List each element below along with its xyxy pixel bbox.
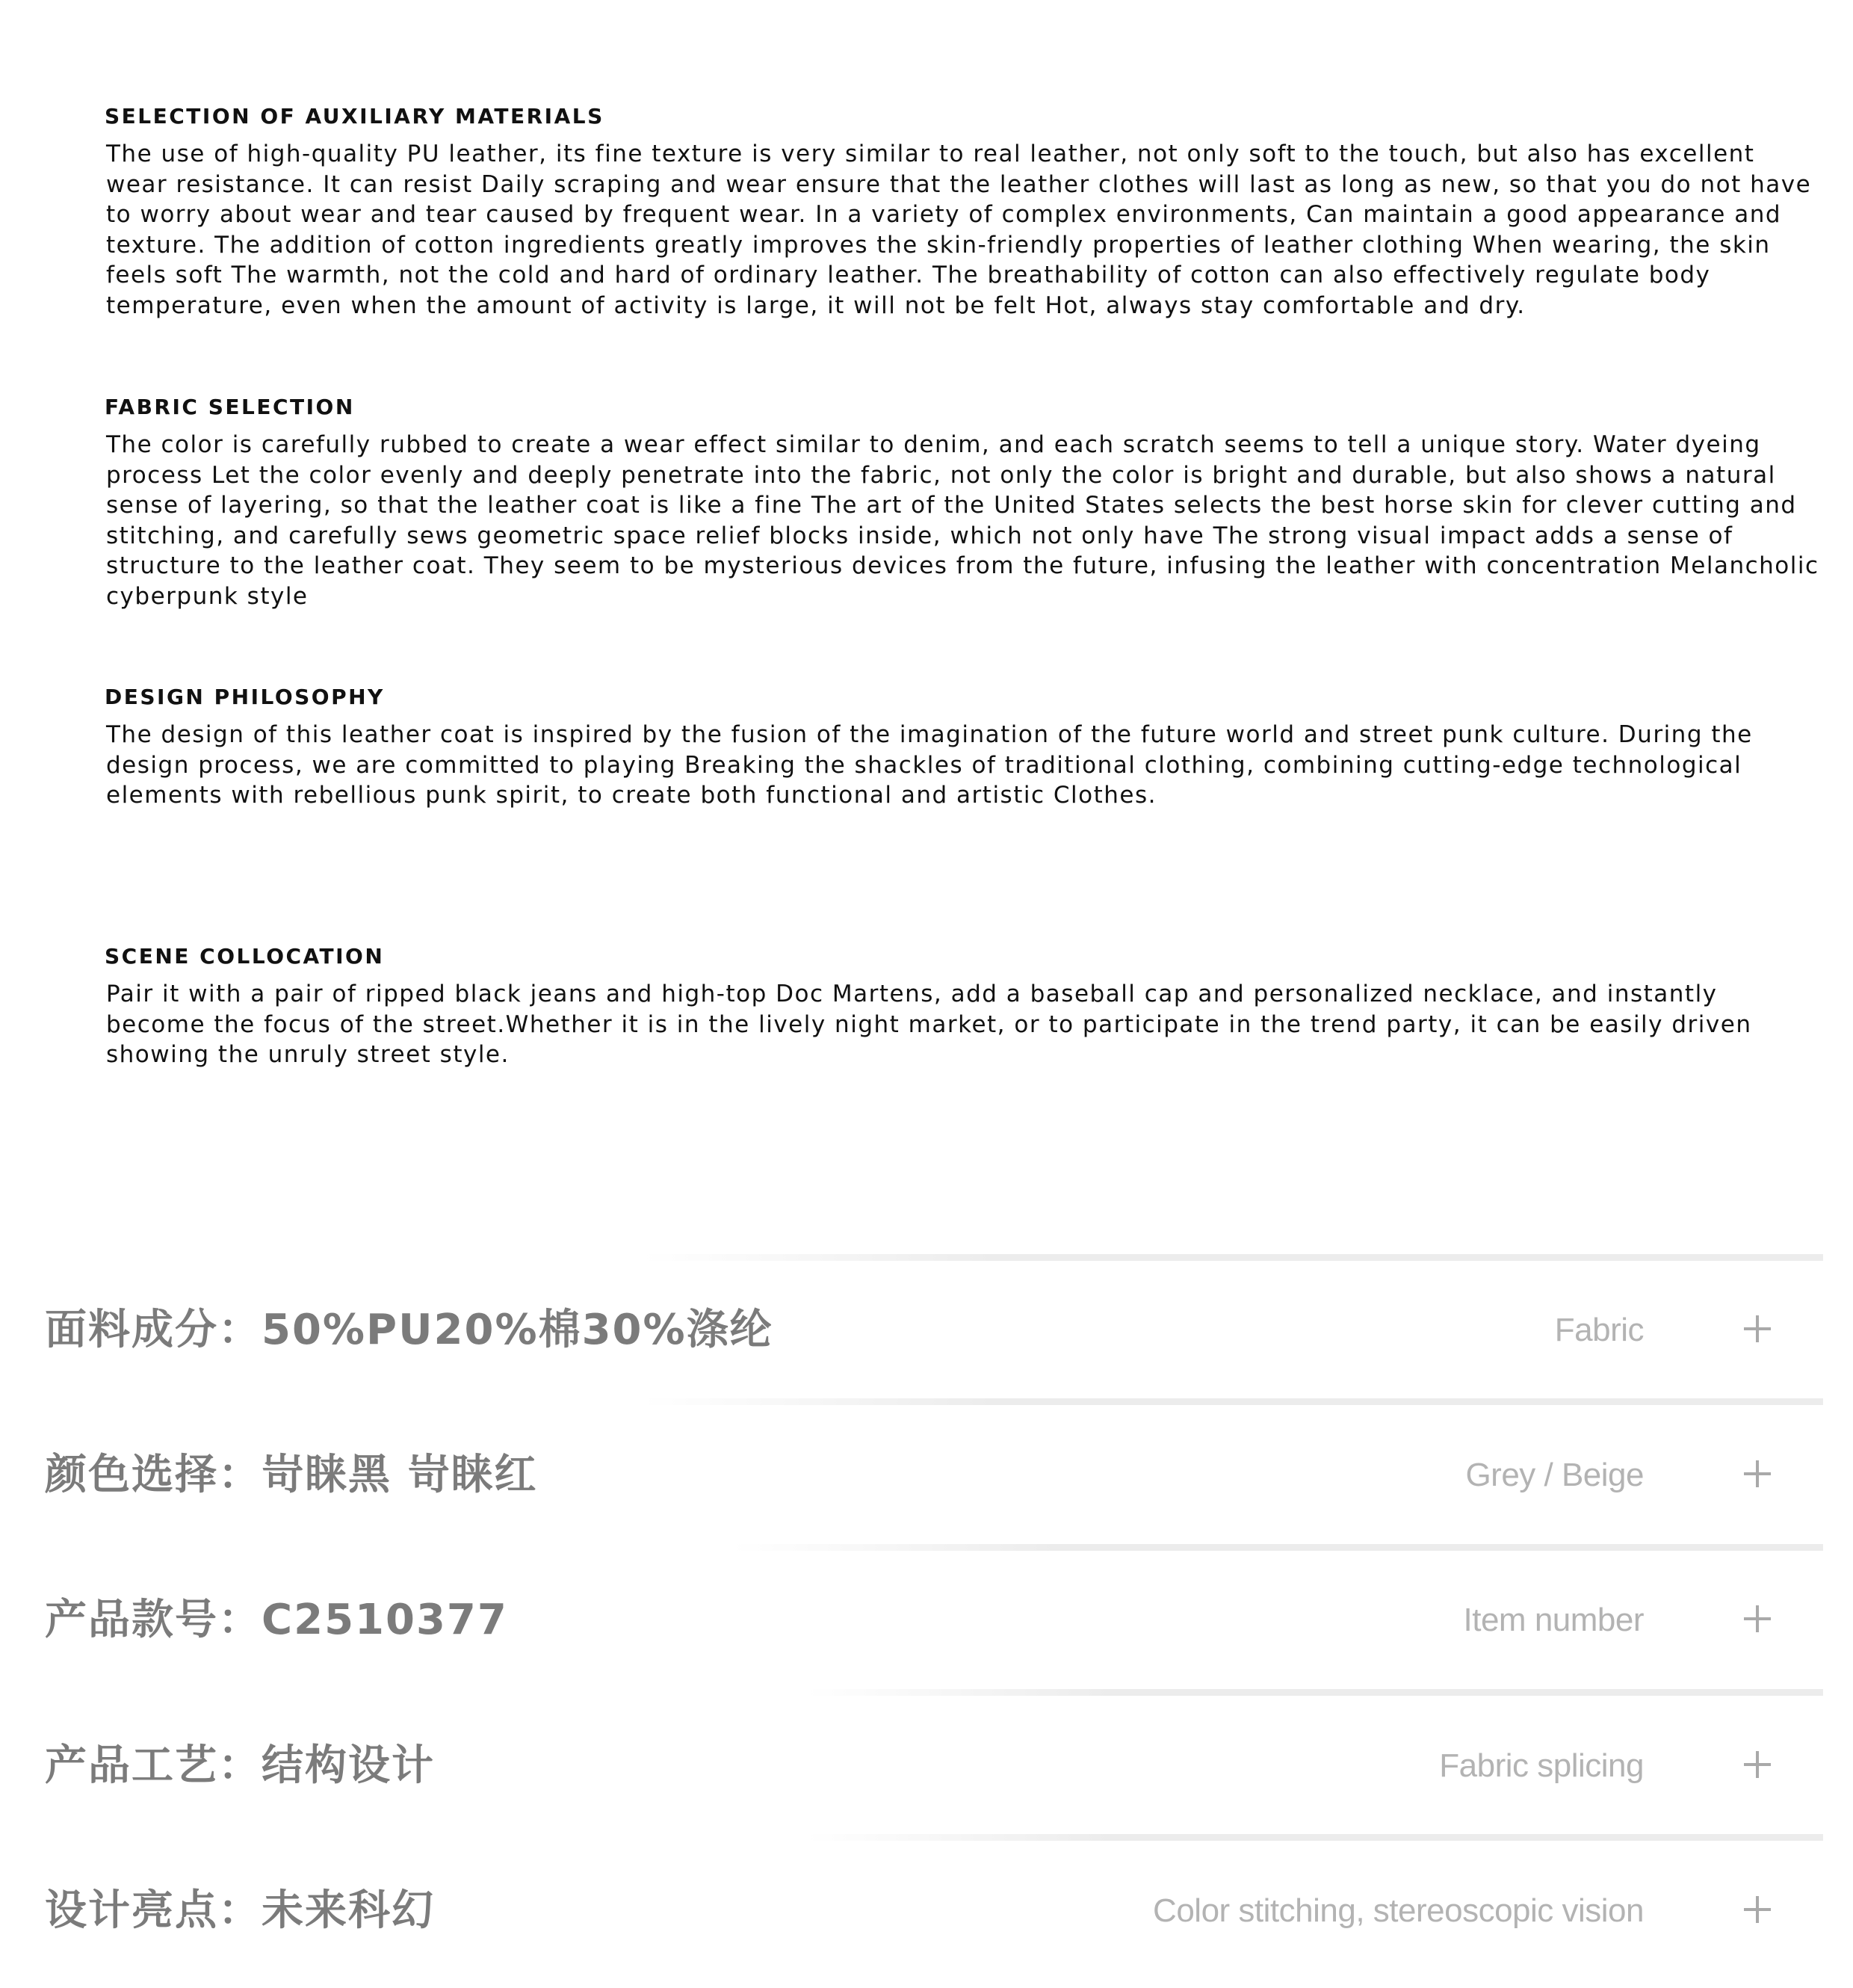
spec-label: 面料成分：50%PU20%棉30%涤纶 [45, 1306, 773, 1354]
spec-row-fabric[interactable] [0, 1285, 1853, 1375]
spec-english-label: Item number [1463, 1602, 1644, 1638]
section-body: Pair it with a pair of ripped black jeans and high-top Doc Martens, add a baseball cap and personalized necklace, and instantly become the focus of the street.Whether it is in the lively night market, or to participate in the trend party, it can be easily driven showing the unruly street style. [106, 981, 1752, 1068]
section-body: The use of high-quality PU leather, its fine texture is very similar to real leather, not only soft to the touch, but also has excellent wear resistance. It can resist Daily scraping and wear ensure that the leather clothes will last as long as new, so that you do not have to worry about wear and tear caused by frequent wear. In a variety of complex environments, Can maintain a good appearance and texture. The addition of cotton ingredients greatly improves the skin-friendly properties of leather clothing When wearing, the skin feels soft The warmth, not the cold and hard of ordinary leather. The breathability of cotton can also effectively regulate body temperature, even when the amount of activity is large, it will not be felt Hot, always stay comfortable and dry. [106, 141, 1812, 319]
spec-row-item-number[interactable] [0, 1575, 1853, 1665]
divider [643, 1398, 1823, 1405]
spec-label: 颜色选择：岢睐黑 岢睐红 [45, 1451, 538, 1499]
section-body: The design of this leather coat is inspired by the fusion of the imagination of the future world and street punk culture. During the design process, we are committed to playing Breaking the shackles of traditional clothing, combining cutting-edge technological elements with rebellious punk spirit, to create both functional and artistic Clothes. [106, 721, 1753, 809]
spec-label: 设计亮点：未来科幻 [45, 1886, 435, 1935]
section-scene-collocation [105, 944, 1823, 1070]
spec-row-craft[interactable] [0, 1721, 1853, 1811]
divider [807, 1834, 1823, 1841]
spec-english-label: Fabric splicing [1439, 1747, 1644, 1784]
spec-row-highlight[interactable] [0, 1866, 1853, 1956]
section-body: The color is carefully rubbed to create a wear effect similar to denim, and each scratch seems to tell a unique story. Water dyeing process Let the color evenly and deeply penetrate into the fabric, not only the color is bright and durable, but also shows a natural sense of layering, so that the leather coat is like a fine The art of the United States selects the best horse skin for clever cutting and stitching, and carefully sews geometric space relief blocks inside, which not only have The strong visual impact adds a sense of structure to the leather coat. They seem to be mysterious devices from the future, infusing the leather with concentration Melancholic cyberpunk style [106, 431, 1819, 610]
divider [807, 1689, 1823, 1696]
expand-plus-icon[interactable] [1744, 1605, 1771, 1632]
section-auxiliary-materials [105, 104, 1823, 321]
expand-plus-icon[interactable] [1744, 1315, 1771, 1342]
expand-plus-icon[interactable] [1744, 1751, 1771, 1778]
spec-english-label: Grey / Beige [1465, 1457, 1644, 1493]
expand-plus-icon[interactable] [1744, 1896, 1771, 1923]
section-heading: DESIGN PHILOSOPHY [105, 685, 385, 709]
expand-plus-icon[interactable] [1744, 1460, 1771, 1487]
section-heading: SELECTION OF AUXILIARY MATERIALS [105, 104, 604, 129]
divider [643, 1254, 1823, 1261]
section-design-philosophy [105, 685, 1823, 811]
section-heading: SCENE COLLOCATION [105, 944, 385, 969]
section-fabric-selection [105, 395, 1823, 611]
section-heading: FABRIC SELECTION [105, 395, 355, 419]
spec-label: 产品款号：C2510377 [45, 1596, 508, 1644]
spec-label: 产品工艺：结构设计 [45, 1741, 435, 1790]
spec-english-label: Fabric [1554, 1312, 1644, 1348]
spec-english-label: Color stitching, stereoscopic vision [1153, 1892, 1644, 1929]
spec-row-color[interactable] [0, 1430, 1853, 1520]
divider [732, 1544, 1823, 1551]
